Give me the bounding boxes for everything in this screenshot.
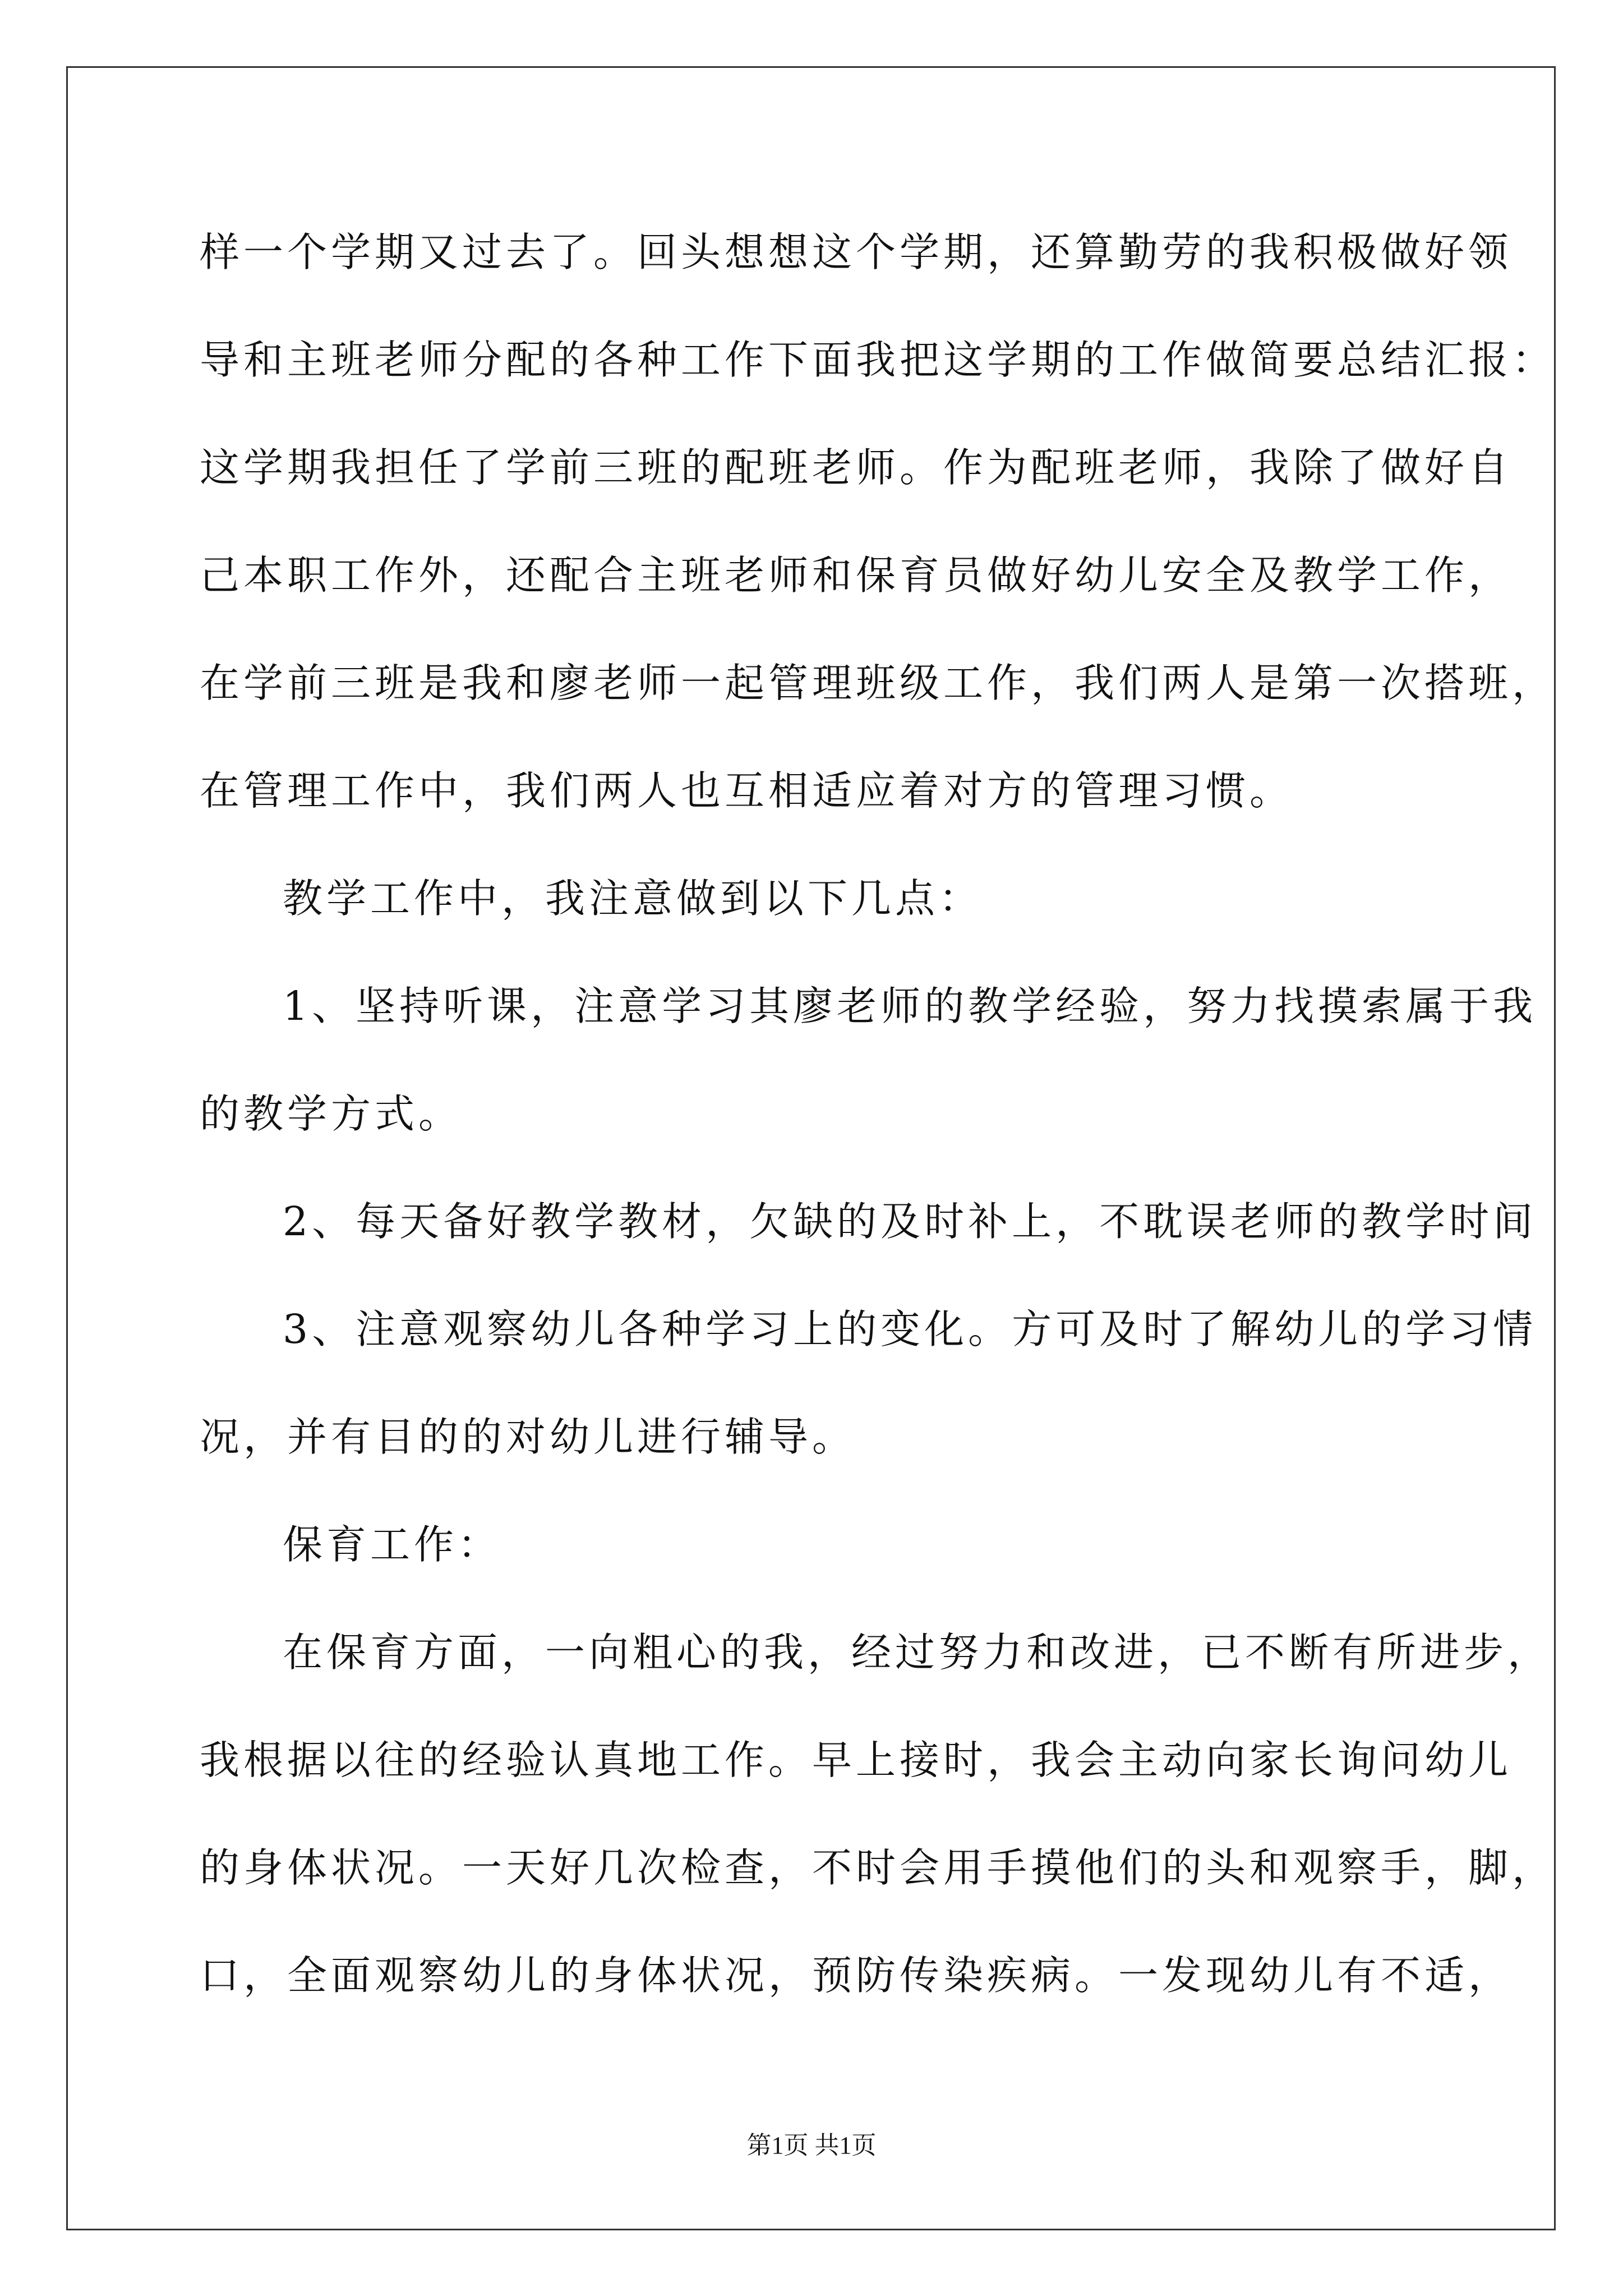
paragraph-heading: 教学工作中，我注意做到以下几点： [283, 875, 983, 922]
list-item: 2、每天备好教学教材，欠缺的及时补上，不耽误老师的教学时间 [283, 1198, 1537, 1245]
text-line: 这学期我担任了学前三班的配班老师。作为配班老师，我除了做好自 [200, 444, 1513, 491]
text-line: 况，并有目的的对幼儿进行辅导。 [200, 1414, 856, 1460]
text-line: 样一个学期又过去了。回头想想这个学期，还算勤劳的我积极做好领 [200, 229, 1513, 275]
text-line: 我根据以往的经验认真地工作。早上接时，我会主动向家长询问幼儿 [200, 1737, 1513, 1783]
text-line: 的教学方式。 [200, 1091, 463, 1137]
text-line: 导和主班老师分配的各种工作下面我把这学期的工作做简要总结汇报： [200, 337, 1556, 383]
text-line: 在学前三班是我和廖老师一起管理班级工作，我们两人是第一次搭班， [200, 660, 1556, 706]
paragraph-heading: 保育工作： [283, 1521, 502, 1568]
text-line: 己本职工作外，还配合主班老师和保育员做好幼儿安全及教学工作， [200, 552, 1513, 599]
list-item: 3、注意观察幼儿各种学习上的变化。方可及时了解幼儿的学习情 [283, 1306, 1537, 1352]
text-line: 口，全面观察幼儿的身体状况，预防传染疾病。一发现幼儿有不适， [200, 1952, 1513, 1999]
text-line: 在管理工作中，我们两人也互相适应着对方的管理习惯。 [200, 767, 1294, 814]
page-number-footer: 第1页 共1页 [746, 2132, 877, 2159]
list-item: 1、坚持听课，注意学习其廖老师的教学经验，努力找摸索属于我 [283, 983, 1537, 1029]
text-line: 在保育方面，一向粗心的我，经过努力和改进，已不断有所进步， [283, 1629, 1552, 1676]
text-line: 的身体状况。一天好几次检查，不时会用手摸他们的头和观察手，脚， [200, 1844, 1556, 1891]
